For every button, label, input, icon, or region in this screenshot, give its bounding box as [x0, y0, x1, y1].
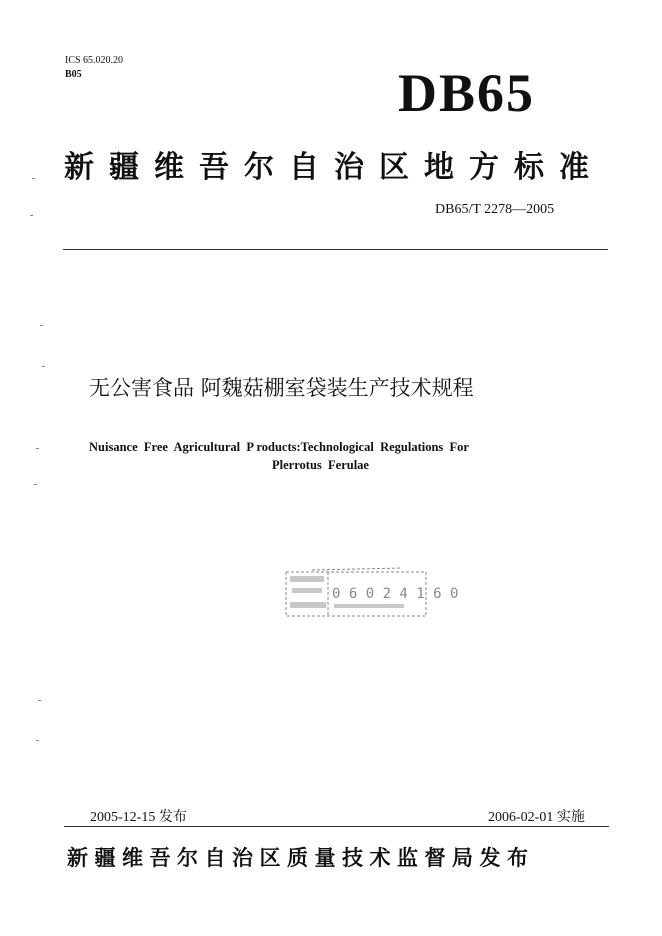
document-title-chinese: 无公害食品 阿魏菇棚室袋装生产技术规程 [89, 376, 474, 400]
scan-artifact [32, 178, 35, 179]
standard-mark: DB65 [398, 63, 536, 123]
document-title-english-line2: Plerrotus Ferulae [272, 458, 369, 472]
issue-date: 2005-12-15 发布 [90, 810, 187, 825]
stamp-graphic [282, 562, 459, 626]
standard-number: DB65/T 2278—2005 [435, 202, 555, 217]
stamp-number: 0 6 0 2 4 1 6 0 [332, 586, 459, 602]
ccs-code: B05 [65, 69, 82, 80]
library-stamp [282, 562, 459, 626]
issuing-authority: 新疆维吾尔自治区质量技术监督局发布 [67, 846, 535, 870]
top-divider [63, 249, 608, 250]
scan-artifact [30, 215, 33, 216]
standard-type-title: 新疆维吾尔自治区地方标准 [64, 150, 604, 185]
document-title-english-line1: Nuisance Free Agricultural P roducts:Technological Regulations For [89, 440, 469, 454]
scan-artifact [42, 366, 45, 367]
scan-artifact [36, 448, 39, 449]
scan-artifact [34, 484, 37, 485]
ics-code: ICS 65.020.20 [65, 55, 124, 66]
scan-artifact [40, 325, 43, 326]
scan-artifact [36, 740, 39, 741]
bottom-divider [64, 826, 609, 827]
scan-artifact [38, 700, 41, 701]
implementation-date: 2006-02-01 实施 [488, 810, 585, 825]
